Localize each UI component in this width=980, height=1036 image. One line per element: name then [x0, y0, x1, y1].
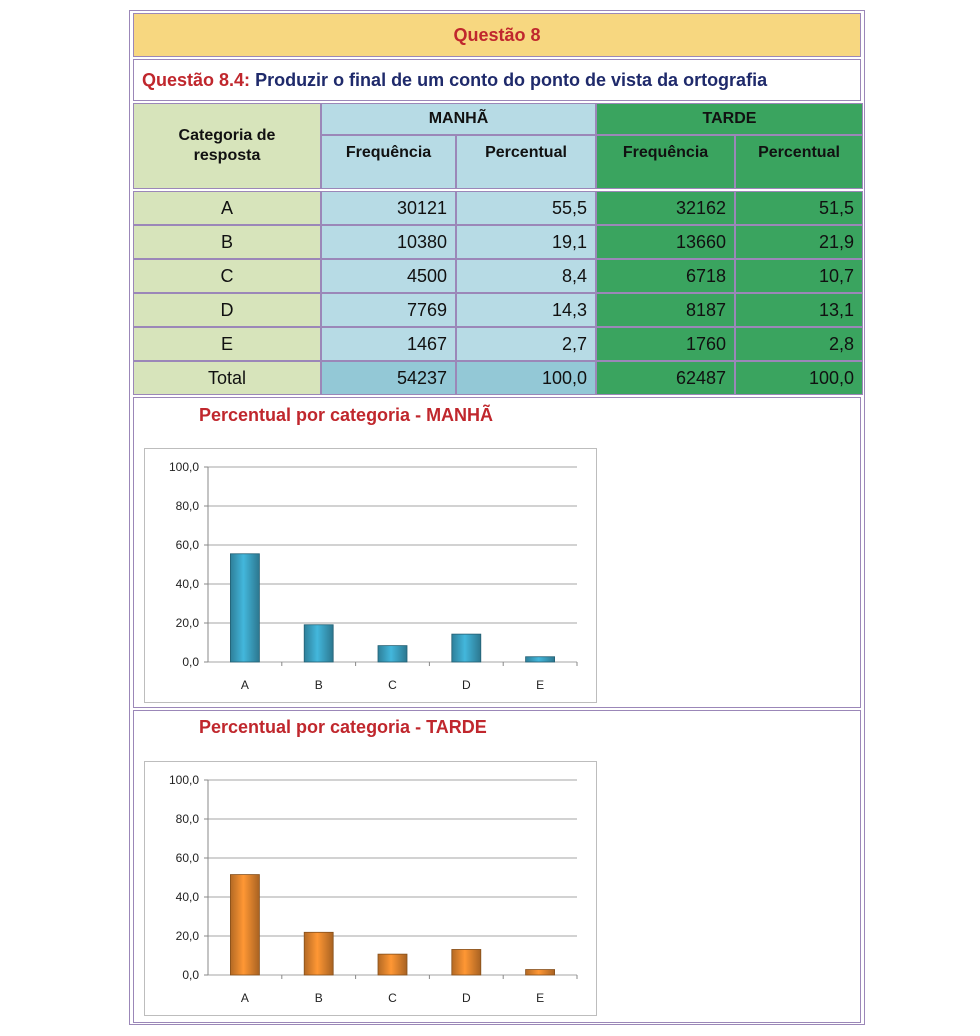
table-cell-morning-frequency: 54237: [321, 361, 456, 395]
group-header-morning: MANHÃ: [321, 103, 596, 135]
chart-afternoon-plot: [144, 761, 597, 1016]
x-tick-label: D: [461, 991, 471, 1005]
bar-a: [230, 554, 259, 662]
table-cell-afternoon-frequency: 62487: [596, 361, 735, 395]
table-cell-morning-frequency: 7769: [321, 293, 456, 327]
x-tick-label: E: [536, 991, 545, 1005]
table-cell-afternoon-percent: 2,8: [735, 327, 863, 361]
category-header: Categoria de resposta: [133, 103, 321, 189]
bar-a: [230, 875, 259, 975]
chart-morning-svg: [145, 449, 596, 702]
y-tick-label: 80,0: [175, 499, 199, 513]
y-tick-label: 20,0: [175, 929, 199, 943]
y-tick-label: 40,0: [175, 577, 199, 591]
table-row-category: D: [133, 293, 321, 327]
chart-afternoon-panel: [133, 710, 861, 1023]
col-header-afternoon-frequency: Frequência: [596, 135, 735, 189]
table-cell-morning-percent: 8,4: [456, 259, 596, 293]
table-row-category: B: [133, 225, 321, 259]
x-tick-label: C: [388, 678, 397, 692]
col-header-morning-percent: Percentual: [456, 135, 596, 189]
table-cell-afternoon-frequency: 1760: [596, 327, 735, 361]
table-cell-afternoon-percent: 10,7: [735, 259, 863, 293]
y-tick-label: 80,0: [175, 812, 199, 826]
chart-morning-title: Percentual por categoria - MANHÃ: [199, 405, 494, 425]
table-cell-morning-frequency: 4500: [321, 259, 456, 293]
table-cell-afternoon-percent: 21,9: [735, 225, 863, 259]
x-tick-label: A: [240, 991, 249, 1005]
table-cell-morning-frequency: 10380: [321, 225, 456, 259]
table-cell-morning-frequency: 1467: [321, 327, 456, 361]
table-cell-afternoon-percent: 13,1: [735, 293, 863, 327]
table-cell-morning-percent: 55,5: [456, 191, 596, 225]
y-tick-label: 60,0: [175, 538, 199, 552]
table-cell-afternoon-percent: 51,5: [735, 191, 863, 225]
chart-morning-panel: [133, 397, 861, 708]
table-cell-afternoon-percent: 100,0: [735, 361, 863, 395]
subtitle-prefix: Questão 8.4:: [142, 70, 251, 90]
table-row-category: E: [133, 327, 321, 361]
x-tick-label: D: [461, 678, 471, 692]
bar-d: [452, 949, 481, 975]
chart-afternoon-svg: [145, 762, 596, 1015]
table-row-category: Total: [133, 361, 321, 395]
y-tick-label: 100,0: [168, 773, 199, 787]
table-cell-afternoon-frequency: 8187: [596, 293, 735, 327]
bar-e: [526, 970, 555, 975]
y-tick-label: 60,0: [175, 851, 199, 865]
x-tick-label: B: [314, 678, 323, 692]
table-row-category: A: [133, 191, 321, 225]
bar-c: [378, 646, 407, 662]
chart-morning-plot: [144, 448, 597, 703]
report-frame: [129, 10, 865, 1025]
page-title: Questão 8: [133, 13, 861, 57]
x-tick-label: B: [314, 991, 323, 1005]
y-tick-label: 40,0: [175, 890, 199, 904]
bar-b: [304, 932, 333, 975]
x-tick-label: A: [240, 678, 249, 692]
table-cell-afternoon-frequency: 6718: [596, 259, 735, 293]
table-cell-afternoon-frequency: 32162: [596, 191, 735, 225]
bar-e: [526, 657, 555, 662]
table-cell-morning-percent: 100,0: [456, 361, 596, 395]
table-cell-morning-percent: 14,3: [456, 293, 596, 327]
y-tick-label: 100,0: [168, 460, 199, 474]
table-cell-morning-percent: 19,1: [456, 225, 596, 259]
y-tick-label: 0,0: [182, 655, 199, 669]
col-header-afternoon-percent: Percentual: [735, 135, 863, 189]
table-row-category: C: [133, 259, 321, 293]
subtitle-text: Produzir o final de um conto do ponto de vista da ortografia: [255, 70, 768, 90]
bar-b: [304, 625, 333, 662]
y-tick-label: 0,0: [182, 968, 199, 982]
table-cell-afternoon-frequency: 13660: [596, 225, 735, 259]
group-header-afternoon: TARDE: [596, 103, 863, 135]
x-tick-label: C: [388, 991, 397, 1005]
chart-afternoon-title: Percentual por categoria - TARDE: [199, 717, 487, 737]
col-header-morning-frequency: Frequência: [321, 135, 456, 189]
table-cell-morning-percent: 2,7: [456, 327, 596, 361]
bar-c: [378, 954, 407, 975]
x-tick-label: E: [536, 678, 545, 692]
table-cell-morning-frequency: 30121: [321, 191, 456, 225]
question-subtitle: [133, 59, 861, 101]
y-tick-label: 20,0: [175, 616, 199, 630]
bar-d: [452, 634, 481, 662]
